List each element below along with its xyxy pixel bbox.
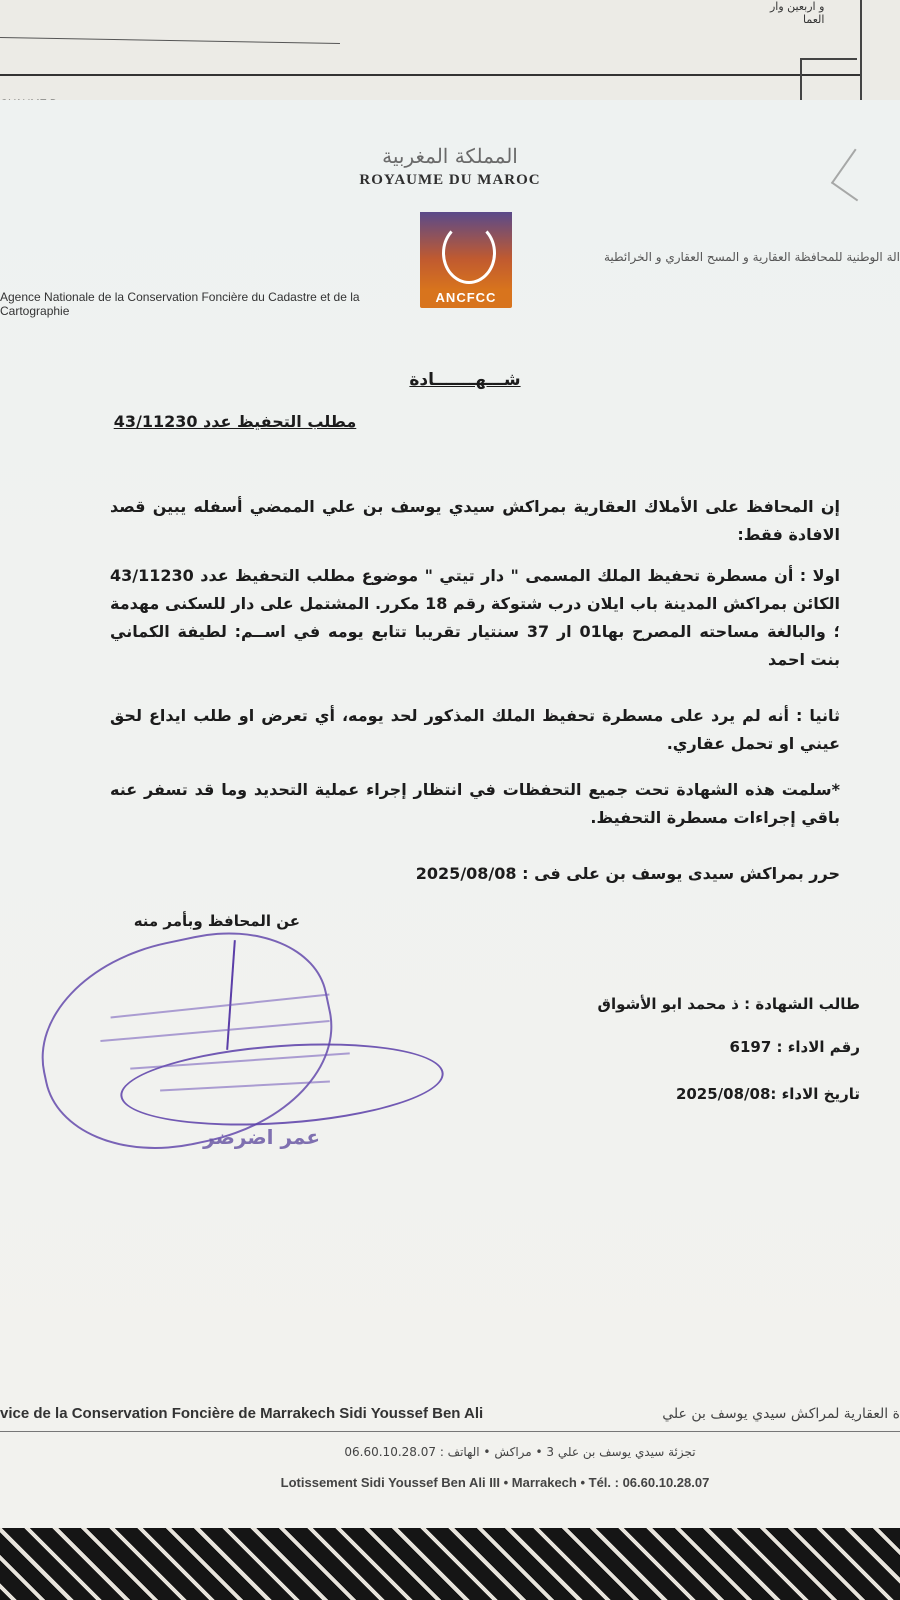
footer-service-french: vice de la Conservation Foncière de Marrakech Sidi Youssef Ben Ali <box>0 1405 484 1422</box>
footer-address-french: Lotissement Sidi Youssef Ben Ali III • Marrakech • Tél. : 06.60.10.28.07 <box>280 1475 710 1490</box>
payment-number-line: رقم الاداء : 6197 <box>729 1038 860 1056</box>
agency-french: Agence Nationale de la Conservation Foncière du Cadastre et de la Cartographie <box>0 290 360 318</box>
logo-text: ANCFCC <box>435 290 497 305</box>
footer-address-arabic: تجزئة سيدي يوسف بن علي 3 • مراكش • الهاتف : 06.60.10.28.07 <box>344 1445 696 1459</box>
background-fabric <box>0 1528 900 1600</box>
paragraph-first: اولا : أن مسطرة تحفيظ الملك المسمى " دار تيتي " موضوع مطلب التحفيظ عدد 43/11230 الكائن بمراكش المدينة باب ايلان درب شتوكة رقم 18 مكرر. المشتمل على دار للسكنى مهدمة ؛ والبالغة مساحته المصرح بها01 ار 37 سنتيار تقريبا تتابع يومه في اســم: لطيفة الكماني بنت احمد <box>110 566 840 669</box>
logo-emblem <box>420 212 512 290</box>
footer-divider <box>0 1431 900 1432</box>
paragraph-intro: إن المحافظ على الأملاك العقارية بمراكش سيدي يوسف بن علي الممضي أسفله يبين قصد الافادة فقط: <box>110 497 840 544</box>
issue-date-line: حرر بمراكش سيدى يوسف بن على فى : 2025/08/08 <box>415 864 840 883</box>
payment-date-line: تاريخ الاداء :2025/08/08 <box>675 1085 860 1103</box>
applicant-line: طالب الشهادة : ذ محمد ابو الأشواق <box>597 995 860 1013</box>
kingdom-french: ROYAUME DU MAROC <box>359 172 541 188</box>
ancfcc-logo <box>420 212 512 308</box>
underlying-rule <box>0 37 340 44</box>
agency-arabic: الة الوطنية للمحافظة العقارية و المسح العقاري و الخرائطية <box>603 250 900 264</box>
request-number: مطلب التحفيظ عدد 43/11230 <box>113 412 357 431</box>
underlying-corner-text: و اربعين وار العما <box>770 0 825 26</box>
underlying-rule <box>860 0 862 110</box>
kingdom-arabic: المملكة المغربية <box>382 144 518 168</box>
stamp-name: عمر اضرضر <box>203 1125 320 1149</box>
document-title: شـــهـــــــادة <box>409 370 521 390</box>
logo-emblem-icon <box>442 222 496 284</box>
certificate-page <box>0 100 900 1530</box>
signature-label: عن المحافظ وبأمر منه <box>133 912 300 930</box>
paragraph-note: *سلمت هذه الشهادة تحت جميع التحفظات في انتظار إجراء عملية التحديد وما قد تسفر عنه باقي إجراءات مسطرة التحفيظ. <box>110 780 840 827</box>
footer-service-arabic: ة العقارية لمراكش سيدي يوسف بن علي <box>662 1406 900 1422</box>
underlying-box <box>800 58 857 102</box>
underlying-rule <box>0 74 860 76</box>
paragraph-second: ثانيا : أنه لم يرد على مسطرة تحفيظ الملك المذكور لحد يومه، أي تعرض او طلب ايداع لحق عيني او تحمل عقاري. <box>110 706 840 753</box>
pen-mark <box>831 149 881 202</box>
